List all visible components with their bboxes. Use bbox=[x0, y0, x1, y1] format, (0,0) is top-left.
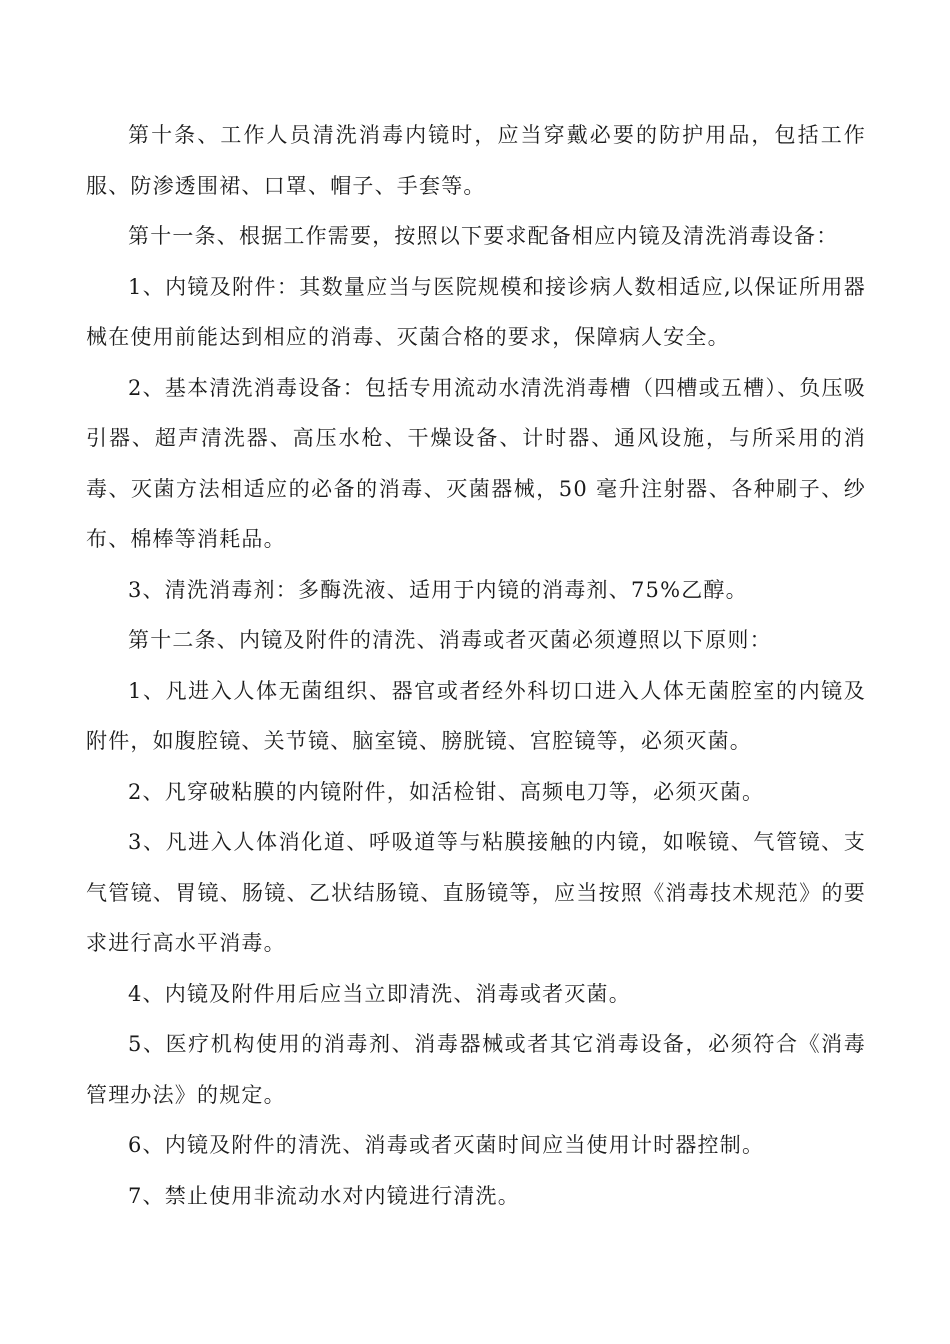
paragraph-article-11-item-1: 1、内镜及附件：其数量应当与医院规模和接诊病人数相适应,以保证所用器械在使用前能达到相应的消毒、灭菌合格的要求，保障病人安全。 bbox=[86, 274, 866, 349]
paragraph-article-12-item-4: 4、内镜及附件用后应当立即清洗、消毒或者灭菌。 bbox=[128, 981, 631, 1006]
paragraph-article-10: 第十条、工作人员清洗消毒内镜时，应当穿戴必要的防护用品，包括工作服、防渗透围裙、口罩、帽子、手套等。 bbox=[86, 123, 866, 198]
paragraph-article-12-item-3: 3、凡进入人体消化道、呼吸道等与粘膜接触的内镜，如喉镜、气管镜、支气管镜、胃镜、肠镜、乙状结肠镜、直肠镜等，应当按照《消毒技术规范》的要求进行高水平消毒。 bbox=[86, 830, 866, 955]
paragraph-article-12-item-6: 6、内镜及附件的清洗、消毒或者灭菌时间应当使用计时器控制。 bbox=[128, 1133, 765, 1157]
paragraph-article-12-item-1: 1、凡进入人体无菌组织、器官或者经外科切口进入人体无菌腔室的内镜及附件，如腹腔镜、关节镜、脑室镜、膀胱镜、宫腔镜等，必须灭菌。 bbox=[86, 678, 866, 753]
paragraph-article-11: 第十一条、根据工作需要，按照以下要求配备相应内镜及清洗消毒设备： bbox=[128, 224, 839, 248]
paragraph-article-12-item-7: 7、禁止使用非流动水对内镜进行清洗。 bbox=[128, 1183, 520, 1208]
paragraph-article-12: 第十二条、内镜及附件的清洗、消毒或者灭菌必须遵照以下原则： bbox=[128, 628, 772, 652]
paragraph-article-12-item-2: 2、凡穿破粘膜的内镜附件，如活检钳、高频电刀等，必须灭菌。 bbox=[128, 779, 765, 804]
paragraph-article-11-item-2: 2、基本清洗消毒设备：包括专用流动水清洗消毒槽（四槽或五槽）、负压吸引器、超声清洗器、高压水枪、干燥设备、计时器、通风设施，与所采用的消毒、灭菌方法相适应的必备的消毒、灭菌器械，50 毫升注射器、各种刷子、纱布、棉棒等消耗品。 bbox=[86, 375, 866, 551]
paragraph-article-11-item-3: 3、清洗消毒剂：多酶洗液、适用于内镜的消毒剂、75%乙醇。 bbox=[128, 577, 748, 602]
document-body bbox=[86, 110, 866, 1221]
paragraph-article-12-item-5: 5、医疗机构使用的消毒剂、消毒器械或者其它消毒设备，必须符合《消毒管理办法》的规定。 bbox=[86, 1032, 866, 1107]
